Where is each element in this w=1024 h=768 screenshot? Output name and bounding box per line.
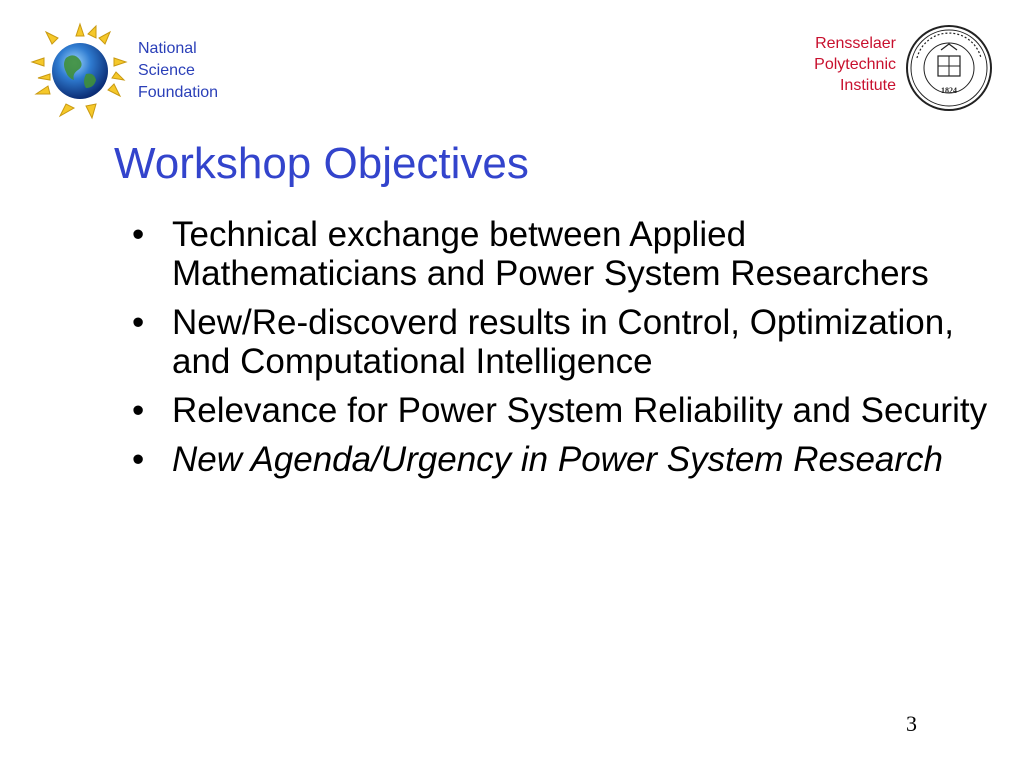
- bullet-item: [130, 215, 990, 293]
- rpi-name-line: Rensselaer: [815, 35, 896, 52]
- slide-title: Workshop Objectives: [114, 139, 529, 188]
- bullet-dot: •: [132, 440, 145, 479]
- nsf-globe-logo-icon: [30, 22, 130, 120]
- bullet-dot: •: [132, 215, 145, 254]
- seal-year: 1824: [941, 86, 957, 95]
- rpi-name: [814, 33, 896, 96]
- nsf-name-line: National: [138, 40, 197, 57]
- bullet-item: [130, 391, 990, 430]
- bullet-text: New Agenda/Urgency in Power System Research: [172, 440, 943, 479]
- rpi-seal-icon: [905, 24, 993, 112]
- bullet-dot: •: [132, 391, 145, 430]
- page-number: 3: [906, 711, 917, 736]
- bullet-text: Technical exchange between Applied Mathematicians and Power System Researchers: [172, 215, 929, 293]
- bullet-list: [130, 215, 990, 489]
- bullet-dot: •: [132, 303, 145, 342]
- bullet-item: [130, 303, 990, 381]
- bullet-text: Relevance for Power System Reliability and Security: [172, 391, 988, 430]
- nsf-name-line: Foundation: [138, 84, 219, 101]
- bullet-text: New/Re-discoverd results in Control, Optimization, and Computational Intelligence: [172, 303, 954, 381]
- rpi-name-line: Polytechnic: [814, 56, 896, 73]
- nsf-name-line: Science: [138, 62, 195, 79]
- bullet-item: [130, 440, 990, 479]
- rpi-name-line: Institute: [839, 77, 896, 94]
- nsf-name: [138, 38, 218, 104]
